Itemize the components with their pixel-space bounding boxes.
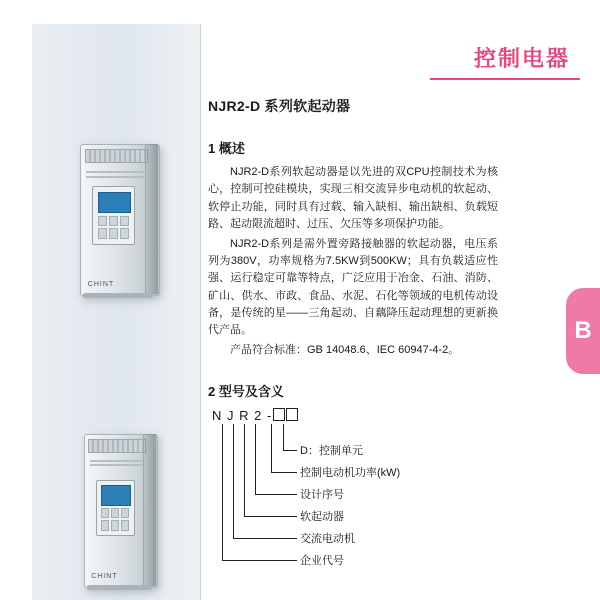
- page-title: 控制电器: [473, 46, 570, 71]
- model-code-box: [273, 408, 285, 421]
- device-vent-line: [86, 176, 144, 178]
- leader-hline-6: [222, 560, 297, 561]
- device-key: [109, 228, 118, 239]
- section-tab-label: B: [574, 317, 592, 344]
- device-key: [121, 520, 129, 530]
- model-label-ac-motor: 交流电动机: [300, 533, 355, 546]
- device-key: [120, 228, 129, 239]
- device-side-shading: [143, 434, 156, 586]
- leader-hline-1: [283, 450, 297, 451]
- device-key: [120, 216, 129, 227]
- device-base: [87, 585, 152, 590]
- device-key: [98, 216, 107, 227]
- model-label-motor-power: 控制电动机功率(kW): [300, 467, 401, 480]
- section-1-title: 概述: [218, 141, 245, 156]
- device-side-shading: [145, 144, 158, 294]
- model-code-prefix: N J R 2 -: [212, 408, 273, 424]
- device-key: [121, 508, 129, 518]
- device-control-panel: [96, 480, 135, 537]
- device-display: [101, 485, 131, 506]
- section-1-heading: [208, 138, 498, 157]
- leader-line-2: [271, 424, 272, 472]
- model-code-diagram: [208, 408, 498, 578]
- soft-starter-photo-bottom: [84, 434, 156, 586]
- soft-starter-photo-top: [80, 144, 158, 294]
- device-terminal-cover: [88, 439, 146, 453]
- leader-line-3: [255, 424, 256, 494]
- device-key: [101, 508, 109, 518]
- device-vent-line: [90, 464, 143, 466]
- section-2-heading: [208, 381, 498, 400]
- device-key: [111, 520, 119, 530]
- leader-line-1: [283, 424, 284, 450]
- section-2-title: 型号及含义: [218, 384, 284, 400]
- leader-line-4: [244, 424, 245, 516]
- product-series-title: NJR2-D 系列软起动器: [208, 98, 351, 114]
- device-key: [111, 508, 119, 518]
- device-key: [98, 228, 107, 239]
- model-label-control-unit: D：控制单元: [300, 445, 363, 458]
- device-vent-line: [90, 460, 143, 462]
- model-code-string: [212, 408, 298, 423]
- leader-line-6: [222, 424, 223, 560]
- device-brand-label: CHINT: [87, 281, 115, 288]
- device-terminal-cover: [85, 149, 148, 163]
- device-brand-label: CHINT: [91, 572, 118, 580]
- device-key: [101, 520, 109, 530]
- model-label-soft-starter: 软起动器: [300, 511, 344, 524]
- section-tab-b[interactable]: [566, 288, 600, 374]
- column-divider: [200, 24, 201, 600]
- leader-hline-4: [244, 516, 297, 517]
- device-vent-line: [86, 171, 144, 173]
- device-base: [83, 293, 153, 298]
- model-label-design-serial: 设计序号: [300, 489, 344, 502]
- leader-hline-2: [271, 472, 297, 473]
- device-keypad: [98, 216, 129, 240]
- section-1-number: 1: [208, 141, 216, 156]
- model-code-box: [286, 408, 298, 421]
- section-1-paragraph-2: NJR2-D系列是需外置旁路接触器的软起动器，电压系列为380V，功率规格为7.5KW到500KW；具有负载适应性强、运行稳定可靠等特点，广泛应用于冶金、石油、消防、矿山、供水、市政、食品、水泥、石化等领域的电机传动设备，是传统的星——三角起动、自藕降压起动理想的更新换代产品。: [208, 237, 498, 337]
- device-keypad: [101, 508, 129, 531]
- device-key: [109, 216, 118, 227]
- leader-hline-5: [233, 538, 297, 539]
- main-content: [208, 96, 498, 578]
- leader-line-5: [233, 424, 234, 538]
- device-control-panel: [92, 186, 135, 245]
- device-display: [98, 192, 131, 213]
- header-divider: [430, 78, 580, 80]
- section-1-paragraph-1: NJR2-D系列软起动器是以先进的双CPU控制技术为核心，控制可控硅模块，实现三相交流异步电动机的软起动、软停止功能，同时具有过载、输入缺相、输出缺相、负载短路、起动限流超时、过压、欠压等多项保护功能。: [208, 166, 498, 231]
- model-label-company-code: 企业代号: [300, 555, 344, 568]
- leader-hline-3: [255, 494, 297, 495]
- section-1-paragraph-3: 产品符合标准：GB 14048.6、IEC 60947-4-2。: [230, 343, 460, 356]
- product-photo-column: [32, 24, 201, 600]
- section-2-number: 2: [208, 384, 216, 400]
